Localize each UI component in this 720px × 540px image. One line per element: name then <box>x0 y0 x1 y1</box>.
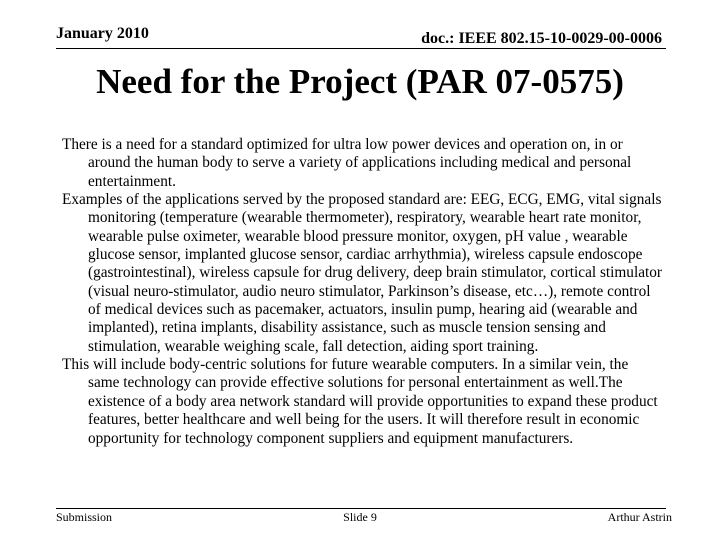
footer-submission: Submission <box>56 510 113 524</box>
footer-author: Arthur Astrin <box>607 510 672 524</box>
header-divider <box>56 48 666 49</box>
footer-divider <box>56 508 666 509</box>
header-date: January 2010 <box>56 25 149 42</box>
slide-title: Need for the Project (PAR 07-0575) <box>96 62 624 101</box>
footer-slide-number: Slide 9 <box>343 510 377 524</box>
paragraph-body-centric: This will include body-centric solutions for future wearable computers. In a similar vein, the same technology can provide effective solutions for personal entertainment as well.The existence of a body area network standard will provide opportunities to expand these product features, better healthcare and well being for the users. It will therefore result in economic opportunity for technology component suppliers and equipment manufacturers. <box>62 356 658 447</box>
header-doc-id: doc.: IEEE 802.15-10-0029-00-0006 <box>421 30 662 47</box>
paragraph-need: There is a need for a standard optimized for ultra low power devices and operation on, in or around the human body to serve a variety of applications including medical and personal entertainment. <box>62 136 632 190</box>
slide-body <box>62 136 662 448</box>
paragraph-applications: Examples of the applications served by the proposed standard are: EEG, ECG, EMG, vital signals monitoring (temperature (wearable thermometer), respiratory, wearable heart rate monitor, wearable pulse oximeter, wearable blood pressure monitor, oxygen, pH value , wearable glucose sensor, implanted glucose sensor, cardiac arrhythmia), wireless capsule endoscope (gastrointestinal), wireless capsule for drug delivery, deep brain stimulator, cortical stimulator (visual neuro-stimulator, audio neuro stimulator, Parkinson’s disease, etc…), remote control of medical devices such as pacemaker, actuators, insulin pump, hearing aid (wearable and implanted), retina implants, disability assistance, such as muscle tension sensing and stimulation, wearable weighing scale, fall detection, aiding sport training. <box>62 191 662 355</box>
